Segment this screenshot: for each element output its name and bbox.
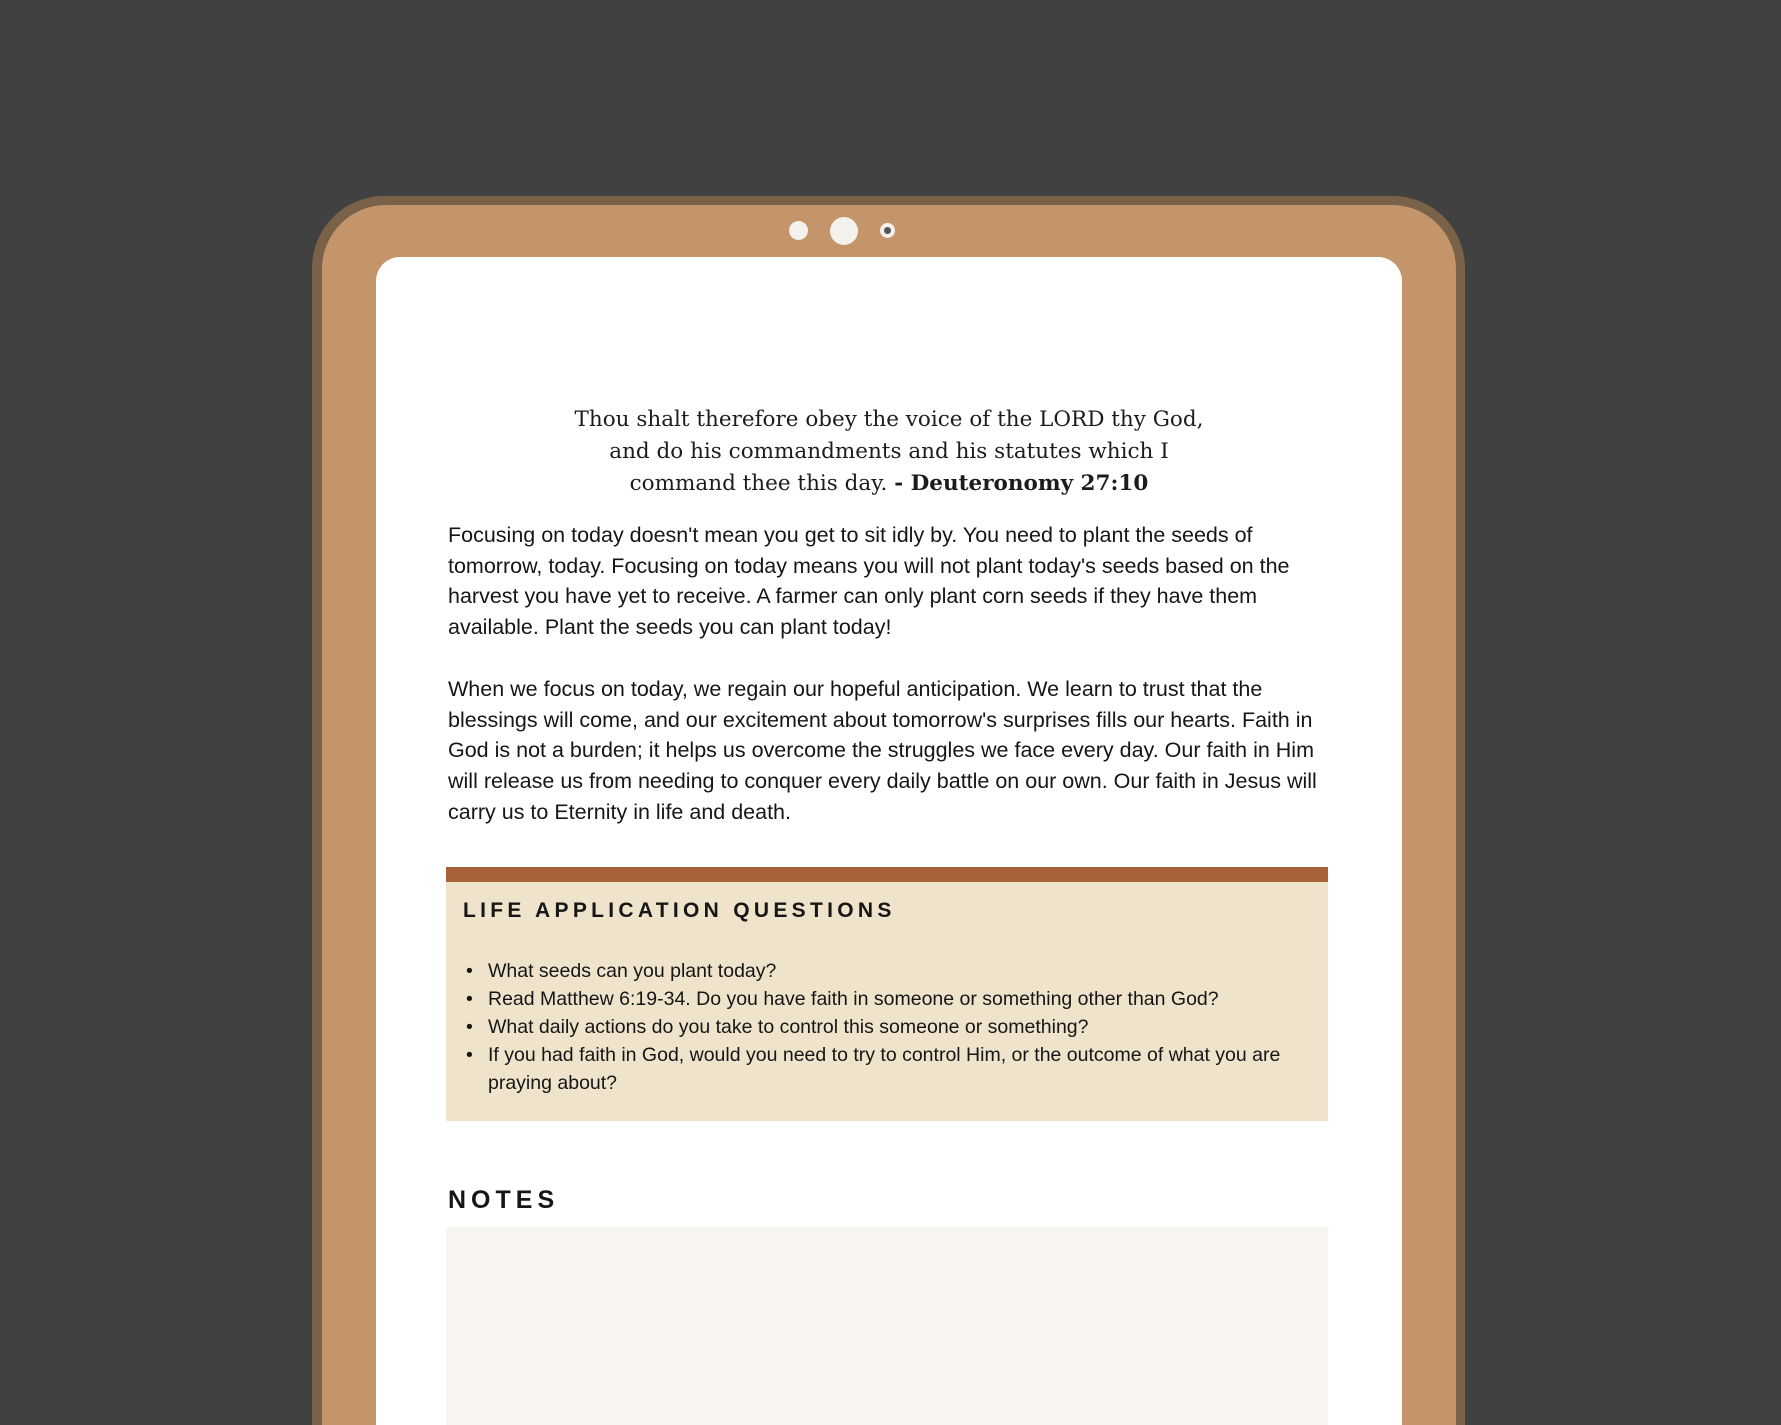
verse-line-text: command thee this day. [629,471,888,496]
bullet-icon: • [466,1016,473,1038]
scripture-verse [526,404,1252,500]
verse-line: Thou shalt therefore obey the voice of the LORD thy God, [574,407,1204,432]
camera-icon [830,217,858,245]
notes-input-area[interactable] [446,1227,1328,1425]
tablet-screen [376,257,1402,1425]
question-text: What daily actions do you take to control this someone or something? [488,1016,1089,1038]
accent-bar [446,867,1328,882]
camera-lens-icon [880,223,895,238]
bullet-icon: • [466,960,473,982]
verse-line: and do his commandments and his statutes which I [609,439,1169,464]
question-text: What seeds can you plant today? [488,960,777,982]
question-item [464,1013,1314,1041]
life-application-box [446,867,1328,1121]
question-list [464,957,1314,1097]
verse-line [526,468,1252,500]
sensor-dot-icon [789,221,808,240]
body-paragraph: When we focus on today, we regain our hopeful anticipation. We learn to trust that the blessings will come, and our excitement about tomorrow's surprises fills our hearts. Faith in God is not a burden; it helps us overcome the struggles we face every day. Our faith in Him will release us from needing to conquer every daily battle on our own. Our faith in Jesus will carry us to Eternity in life and death. [448,677,1317,824]
bullet-icon: • [466,1044,473,1066]
life-application-title: LIFE APPLICATION QUESTIONS [463,899,896,922]
question-text: If you had faith in God, would you need to try to control Him, or the outcome of what you are praying about? [488,1044,1281,1094]
body-paragraph: Focusing on today doesn't mean you get to sit idly by. You need to plant the seeds of tomorrow, today. Focusing on today means you will not plant today's seeds based on the harvest you have yet to receive. A farmer can only plant corn seeds if they have them available. Plant the seeds you can plant today! [448,523,1290,640]
verse-reference: - Deuteronomy 27:10 [894,471,1149,496]
question-item [464,1041,1314,1097]
notes-title: NOTES [448,1186,560,1214]
question-text: Read Matthew 6:19-34. Do you have faith in someone or something other than God? [488,988,1219,1010]
question-item [464,957,1314,985]
bullet-icon: • [466,988,473,1010]
question-item [464,985,1314,1013]
